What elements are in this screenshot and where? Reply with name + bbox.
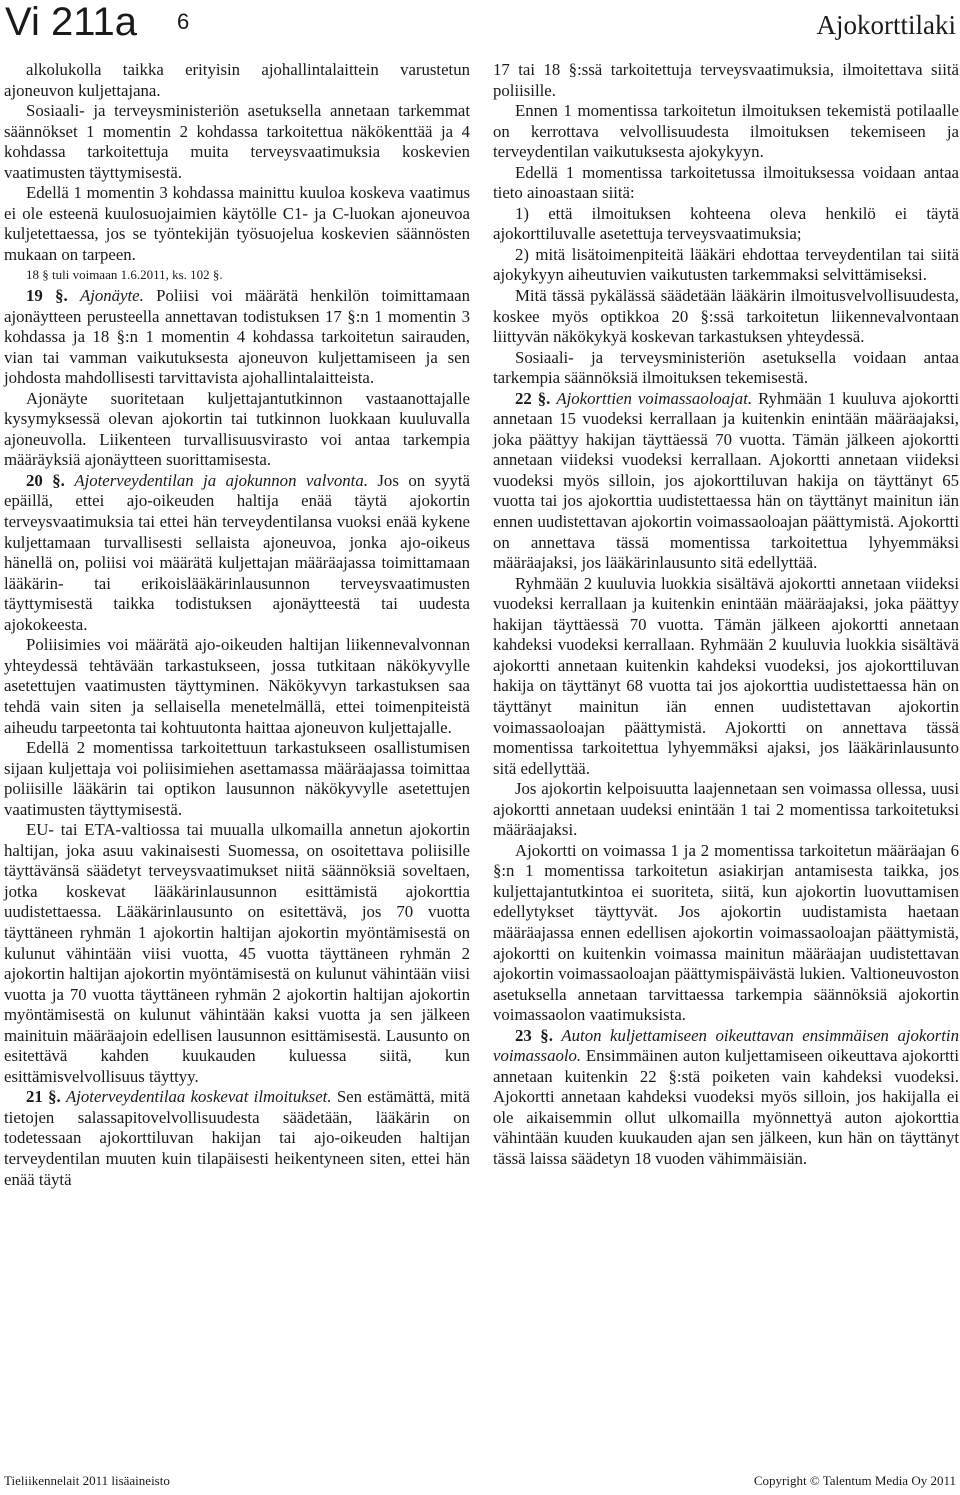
section-number: 23 §. <box>515 1025 553 1045</box>
page-number: 6 <box>176 9 190 34</box>
paragraph <box>4 635 470 738</box>
paragraph <box>4 820 470 1087</box>
paragraph-text: Ryhmään 1 kuuluva ajokortti annetaan 15 vuodeksi kerrallaan ja kuitenkin enintään määräajaksi, joka päättyy hakijan täyttäessä 70 vuotta. Tämän jälkeen ajokortti annetaan viideksi vuodeksi kerrallaan. Ajokortti annetaan viideksi vuodeksi myös silloin, jos ajokorttiluvan hakija on täyttänyt 65 vuotta tai jos ajokorttia uudistettaessa hän on täyttänyt mainitun iän ennen uudistettavan ajokortin voimassaoloajan päättymistä. Ajokortti on annettava tässä momentissa tarkoitettua lyhyemmäksi määräajaksi, jos lääkärinlausunto sitä edellyttää. <box>493 388 959 573</box>
paragraph <box>493 574 959 779</box>
section-number: 20 §. <box>26 470 65 490</box>
paragraph-text: Jos on syytä epäillä, ettei ajo-oikeuden haltija enää täytä ajokortin terveysvaatimuksia tai ettei hän terveydentilansa vuoksi enää kykene kuljettamaan turvallisesti sellaista ajoneuvoa, jonka ajo-oikeus hänellä on, poliisi voi määrätä kuljettajan määräajassa toimittamaan lääkärin- tai erikoislääkärinlausunnon terveysvaatimusten täyttymisestä taikka todistuksen ajonäytteestä tai uudesta ajokokeesta. <box>4 470 471 634</box>
paragraph-text: 17 tai 18 §:ssä tarkoitettuja terveysvaatimuksia, ilmoitettava siitä poliisille. <box>493 60 959 100</box>
paragraph <box>493 245 959 286</box>
paragraph-text: Mitä tässä pykälässä säädetään lääkärin ilmoitusvelvollisuudesta, koskee myös optikkoa 20 §:ssä tarkoitetun liikennevalvontaan liittyvän näkökykyä koskevan tarkastuksen yhteydessä. <box>493 286 959 347</box>
publication-code <box>5 0 189 44</box>
paragraph <box>4 738 470 820</box>
section-heading: Auton kuljettamiseen oikeuttavan ensimmäisen ajokortin voimassaolo. <box>493 1025 959 1066</box>
left-text-column <box>4 60 470 1190</box>
paragraph-text: 1) että ilmoituksen kohteena oleva henkilö ei täytä ajokorttiluvalle asetettuja terveysvaatimuksia; <box>493 203 959 244</box>
law-title: Ajokorttilaki <box>816 10 956 40</box>
paragraph <box>493 286 959 348</box>
paragraph <box>493 204 959 245</box>
publication-title: Vi 211a <box>5 0 137 44</box>
section-paragraph <box>493 1026 959 1170</box>
section-number: 21 §. <box>26 1087 61 1107</box>
paragraph <box>493 348 959 389</box>
paragraph-text: Edellä 1 momentissa tarkoitetussa ilmoituksessa voidaan antaa tieto ainoastaan siitä: <box>493 162 959 203</box>
paragraph-text: Edellä 1 momentin 3 kohdassa mainittu kuuloa koskeva vaatimus ei ole esteenä kuulosuojaimien käytölle C1- ja C-luokan ajoneuvoa kuljetettaessa, jos se työntekijän työsuojelua koskevien säännösten mukaan on tarpeen. <box>4 183 470 264</box>
section-heading: Ajonäyte. <box>79 286 144 306</box>
paragraph <box>493 60 959 101</box>
paragraph-text: Ensimmäinen auton kuljettamiseen oikeuttava ajokortti annetaan kuitenkin 22 §:stä poiketen vain kahdeksi vuodeksi. Ajokortti annetaan kahdeksi vuodeksi myös silloin, jos hakijalla ei ole aikaisemmin ollut ulkomailla myönnettyä auton ajokorttia vähintään kuuden kuukauden ajan sen jälkeen, kun hän on täyttänyt tässä laissa säädetyn 18 vuoden vähimmäisiän. <box>493 1046 959 1168</box>
paragraph-text: Sosiaali- ja terveysministeriön asetuksella voidaan antaa tarkempia säännöksiä ilmoituksen tekemisestä. <box>493 347 959 388</box>
paragraph-text: EU- tai ETA-valtiossa tai muualla ulkomailla annetun ajokortin haltijan, joka asuu vakinaisesti Suomessa, on osoitettava poliisille täyttävänsä säädetyt terveysvaatimukset niitä säännöksiä soveltaen, jotka koskevat lääkärinlausunnon esittämistä ajokorttia uudistettaessa. Lääkärinlausunto on esitettävä, jos 70 vuotta täyttäneen ryhmän 1 ajokortin haltijan ajokortin myöntämisestä on kulunut vähintään viisi vuotta, 45 vuotta täyttäneen ryhmän 2 ajokortin haltijan ajokortin myöntämisestä on kulunut vähintään viisi vuotta ja 70 vuotta täyttäneen ryhmän 2 ajokortin haltijan ajokortin myöntämisestä on kulunut vähintään kaksi vuotta ja sen jälkeen mainituin määräajoin edellisen lausunnon esittämisestä. Lausunto on esitettävä kahden kuukauden kuluessa siitä, kun esittämisvelvollisuus täyttyy. <box>4 820 470 1086</box>
paragraph-text: Poliisi voi määrätä henkilön toimittamaan ajonäytteen perusteella annettavan todistuksen 17 §:n 1 momentin 3 kohdassa ja 18 §:n 1 momentin 4 kohdassa tarkoitetun sairauden, vian tai vamman vaikutuksesta ajoneuvon kuljettamiseen ja sen johdosta mahdollisesti tarvittavista ajohallintalaitteista. <box>4 286 470 388</box>
paragraph <box>4 60 470 101</box>
section-number: 22 §. <box>515 388 551 408</box>
paragraph <box>4 183 470 265</box>
section-paragraph <box>4 286 470 389</box>
section-paragraph <box>493 389 959 574</box>
right-text-column <box>493 60 959 1170</box>
paragraph <box>4 389 470 471</box>
section-paragraph <box>4 1087 470 1190</box>
paragraph <box>493 841 959 1026</box>
paragraph-text: Jos ajokortin kelpoisuutta laajennetaan sen voimassa ollessa, uusi ajokortti annetaan uudeksi enintään 1 tai 2 momentissa tarkoitetuksi määräajaksi. <box>493 779 959 840</box>
paragraph-text: Ennen 1 momentissa tarkoitetun ilmoituksen tekemistä potilaalle on kerrottava velvollisuudesta ilmoituksen tekemiseen ja terveydentilan vaikutuksesta ajokykyyn. <box>493 101 959 162</box>
section-heading: Ajokorttien voimassaoloajat. <box>556 388 753 408</box>
paragraph-text: Ajonäyte suoritetaan kuljettajantutkinnon vastaanottajalle kysymyksessä olevan ajokortin tai tutkinnon luokkaan kuuluvalla ajoneuvolla. Liikenteen turvallisuusvirasto voi antaa tarkempia määräyksiä ajonäytteen suorittamisesta. <box>4 388 470 470</box>
paragraph <box>4 101 470 183</box>
effective-date-note: 18 § tuli voimaan 1.6.2011, ks. 102 §. <box>26 267 223 283</box>
section-heading: Ajoterveydentilaa koskevat ilmoitukset. <box>66 1087 332 1107</box>
paragraph-text: Sosiaali- ja terveysministeriön asetuksella annetaan tarkemmat säännökset 1 momentin 2 kohdassa tarkoitettua näkökenttää ja 4 kohdassa tarkoitettuja muita terveysvaatimuksia koskevien vaatimusten täyttymisestä. <box>4 101 470 182</box>
paragraph-text: 2) mitä lisätoimenpiteitä lääkäri ehdottaa terveydentilan tai siitä ajokykyyn aiheutuvien vaikutusten tarkemmaksi selvittämiseksi. <box>493 244 959 285</box>
paragraph-text: Edellä 2 momentissa tarkoitettuun tarkastukseen osallistumisen sijaan kuljettaja voi poliisimiehen asettamassa määräajassa toimittaa poliisille lääkärin tai optikon lausunnon näkökyvylle asetettujen vaatimusten täyttymisestä. <box>4 738 470 819</box>
section-paragraph <box>4 471 470 635</box>
paragraph-text: Ajokortti on voimassa 1 ja 2 momentissa tarkoitetun määräajan 6 §:n 1 momentissa tarkoitetun asiakirjan antamisesta taikka, jos kuljettajantutkintoa ei suoriteta, siitä, kun ajokortin luovuttamisen edellytykset täyttyvät. Jos ajokortin uudistamista haetaan määräajassa ennen edellisen ajokortin voimassaoloajan päättymistä, ajokortti on kuitenkin voimassa mainitun määräajan uudistettavan ajokortin voimassaoloajan päättymispäivästä lukien. Valtioneuvoston asetuksella annetaan tarvittaessa tarkempia säännöksiä ajokortin voimassaolon vaatimuksista. <box>493 840 959 1025</box>
section-number: 19 §. <box>26 286 68 306</box>
paragraph-text: alkolukolla taikka erityisin ajohallintalaittein varustetun ajoneuvon kuljettajana. <box>4 60 470 100</box>
paragraph <box>493 779 959 841</box>
footer-publication: Tieliikennelait 2011 lisäaineisto <box>4 1473 170 1488</box>
paragraph <box>493 163 959 204</box>
paragraph-text: Poliisimies voi määrätä ajo-oikeuden haltijan liikennevalvonnan yhteydessä tehtävään tarkastukseen, jossa tutkitaan näkökyvylle asetettujen vaatimusten täyttyminen. Näkökyvyn tarkastuksen saa tehdä vain siten ja sellaisella menetelmällä, ettei toimenpiteistä aiheudu tarpeetonta tai kohtuutonta haittaa ajoneuvon kuljettajalle. <box>4 635 470 737</box>
paragraph-text: Ryhmään 2 kuuluvia luokkia sisältävä ajokortti annetaan viideksi vuodeksi kerrallaan ja kuitenkin enintään määräajaksi, joka päättyy hakijan täyttäessä 70 vuotta. Tämän jälkeen ajokortti annetaan kahdeksi vuodeksi kerrallaan. Ryhmään 2 kuuluvia luokkia sisältävä ajokortti annetaan kuitenkin kahdeksi vuodeksi, jos ajokorttiluvan hakija on täyttänyt 68 vuotta tai jos ajokorttia uudistettaessa hän on täyttänyt mainitun iän ennen uudistettavan ajokortin voimassaoloajan päättymistä. Ajokortti on annettava tässä momentissa tarkoitettua lyhyemmäksi ajaksi, jos lääkärinlausunto sitä edellyttää. <box>493 573 959 778</box>
paragraph-text: Sen estämättä, mitä tietojen salassapitovelvollisuudesta säädetään, lääkärin on todetessaan ajokorttiluvan hakijan tai ajo-oikeuden haltijan terveydentilan muuten kuin tilapäisesti heikentyneen siten, ettei hän enää täytä <box>4 1087 471 1189</box>
footer-copyright: Copyright © Talentum Media Oy 2011 <box>753 1473 956 1488</box>
paragraph <box>493 101 959 163</box>
section-heading: Ajoterveydentilan ja ajokunnon valvonta. <box>74 470 368 490</box>
